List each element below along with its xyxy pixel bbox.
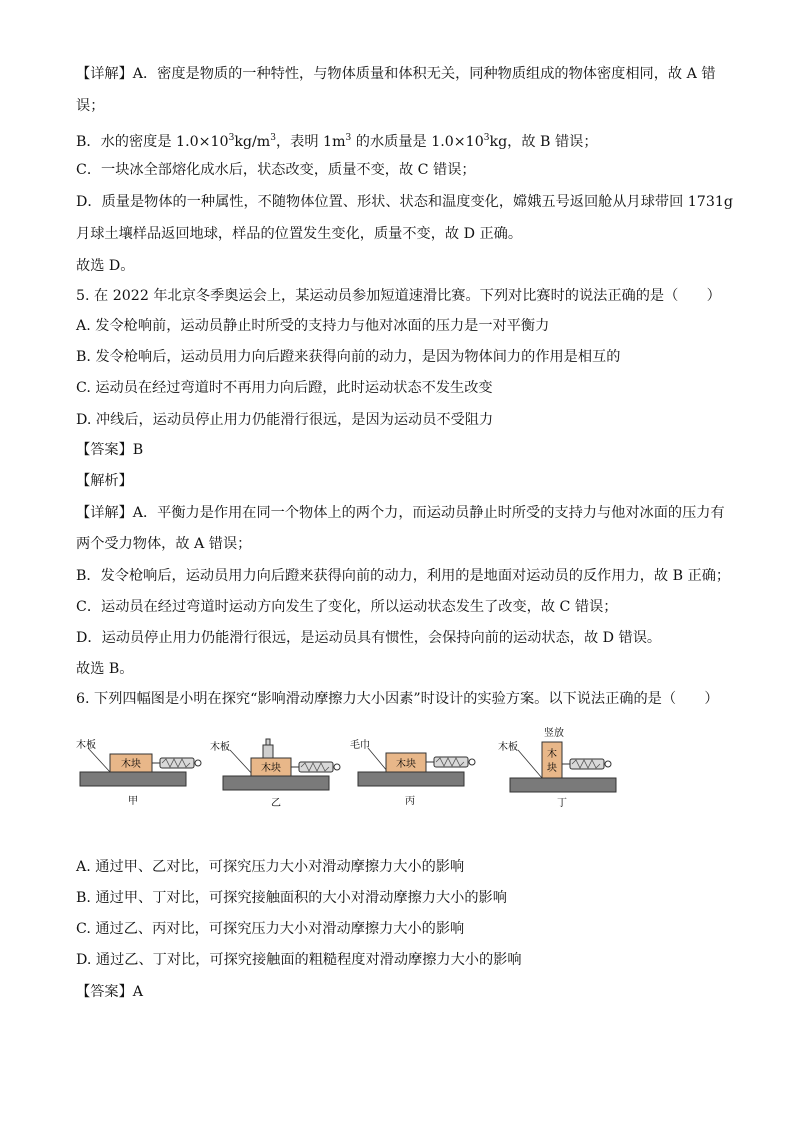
friction-experiment-figure — [70, 726, 730, 818]
q5-answer: 【答案】B — [76, 442, 144, 458]
caption-yi: 乙 — [271, 798, 281, 809]
caption-bing: 丙 — [405, 796, 415, 807]
superscript: 3 — [345, 133, 352, 143]
superscript: 3 — [270, 133, 276, 143]
text-fragment: kg/m — [234, 134, 271, 150]
q5-detail-a-line1: 【详解】A．平衡力是作用在同一个物体上的两个力，而运动员静止时所受的支持力与他对冰面的压力有 — [76, 505, 725, 521]
q6-option-b: B. 通过甲、丁对比，可探究接触面积的大小对滑动摩擦力大小的影响 — [76, 890, 507, 906]
block-label: 木块 — [121, 759, 141, 770]
q6-stem: 6. 下列四幅图是小明在探究“影响滑动摩擦力大小因素”时设计的实验方案。以下说法正确的是（ ） — [76, 691, 719, 707]
prev-detail-a-line2: 误； — [76, 98, 105, 114]
setup-yi — [210, 739, 340, 809]
caption-jia: 甲 — [128, 796, 138, 807]
prev-detail-d-line1: D．质量是物体的一种属性，不随物体位置、形状、状态和温度变化，嫦娥五号返回舱从月球带回 1731g — [76, 194, 733, 210]
q5-stem: 5. 在 2022 年北京冬季奥运会上，某运动员参加短道速滑比赛。下列对比赛时的说法正确的是（ ） — [76, 288, 721, 304]
board-surface — [223, 776, 329, 790]
scale-ring — [195, 760, 201, 766]
q5-detail-b: B．发令枪响后，运动员用力向后蹬来获得向前的动力，利用的是地面对运动员的反作用力，故 B 正确； — [76, 568, 731, 584]
prev-detail-d-line2: 月球土壤样品返回地球，样品的位置发生变化，质量不变，故 D 正确。 — [76, 226, 523, 242]
q5-option-a: A. 发令枪响前，运动员静止时所受的支持力与他对冰面的压力是一对平衡力 — [76, 318, 550, 334]
superscript: 3 — [228, 133, 235, 143]
weight — [263, 745, 273, 758]
text-fragment: ，表明 1m — [275, 134, 346, 150]
q5-option-b: B. 发令枪响后，运动员用力向后蹬来获得向前的动力，是因为物体间力的作用是相互的 — [76, 349, 621, 365]
text-fragment: 的水质量是 1.0×10 — [351, 134, 484, 150]
block-label: 木块 — [261, 763, 281, 774]
prev-detail-a-line1: 【详解】A．密度是物质的一种特性，与物体质量和体积无关，同种物质组成的物体密度相同，故 A 错 — [76, 66, 716, 82]
surface-label: 木板 — [210, 742, 230, 753]
leader-line — [230, 750, 254, 776]
prev-choose: 故选 D。 — [76, 258, 135, 274]
q5-option-c: C. 运动员在经过弯道时不再用力向后蹬，此时运动状态不发生改变 — [76, 380, 493, 396]
surface-label: 毛巾 — [350, 740, 370, 751]
q5-detail-c: C．运动员在经过弯道时运动方向发生了变化，所以运动状态发生了改变，故 C 错误； — [76, 599, 618, 615]
q5-detail-a-line2: 两个受力物体，故 A 错误； — [76, 536, 252, 552]
setup-bing — [350, 738, 475, 807]
prev-detail-b — [76, 128, 598, 152]
q5-analysis: 【解析】 — [76, 473, 133, 489]
q6-option-d: D. 通过乙、丁对比，可探究接触面的粗糙程度对滑动摩擦力大小的影响 — [76, 952, 522, 968]
scale-ring — [469, 759, 475, 765]
surface-label: 木板 — [76, 740, 96, 751]
q6-option-c: C. 通过乙、丙对比，可探究压力大小对滑动摩擦力大小的影响 — [76, 921, 465, 937]
weight-handle — [266, 739, 270, 745]
block-label-bottom: 块 — [547, 763, 557, 774]
superscript: 3 — [483, 133, 490, 143]
scale-ring — [334, 764, 340, 770]
text-fragment: B．水的密度是 1.0×10 — [76, 134, 229, 150]
caption-ding: 丁 — [557, 798, 567, 809]
surface-label: 木板 — [498, 742, 518, 753]
block-label: 木块 — [396, 759, 416, 770]
q5-choose: 故选 B。 — [76, 661, 134, 677]
q6-answer: 【答案】A — [76, 984, 143, 1000]
towel-surface — [358, 772, 464, 786]
text-fragment: kg，故 B 错误； — [489, 134, 598, 150]
leader-line — [368, 748, 388, 772]
setup-jia — [76, 738, 201, 807]
board-surface — [80, 772, 186, 786]
leader-line — [518, 750, 542, 778]
upright-note: 竖放 — [544, 728, 564, 739]
prev-detail-c: C．一块冰全部熔化成水后，状态改变，质量不变，故 C 错误； — [76, 162, 476, 178]
q6-option-a: A. 通过甲、乙对比，可探究压力大小对滑动摩擦力大小的影响 — [76, 859, 465, 875]
scale-ring — [605, 761, 611, 767]
board-surface — [510, 778, 616, 792]
block-label-top: 木 — [547, 749, 557, 760]
leader-line — [88, 748, 110, 772]
setup-ding — [498, 726, 616, 809]
q5-detail-d: D．运动员停止用力仍能滑行很远，是运动员具有惯性，会保持向前的运动状态，故 D 错误。 — [76, 630, 662, 646]
q5-option-d: D. 冲线后，运动员停止用力仍能滑行很远，是因为运动员不受阻力 — [76, 412, 494, 428]
